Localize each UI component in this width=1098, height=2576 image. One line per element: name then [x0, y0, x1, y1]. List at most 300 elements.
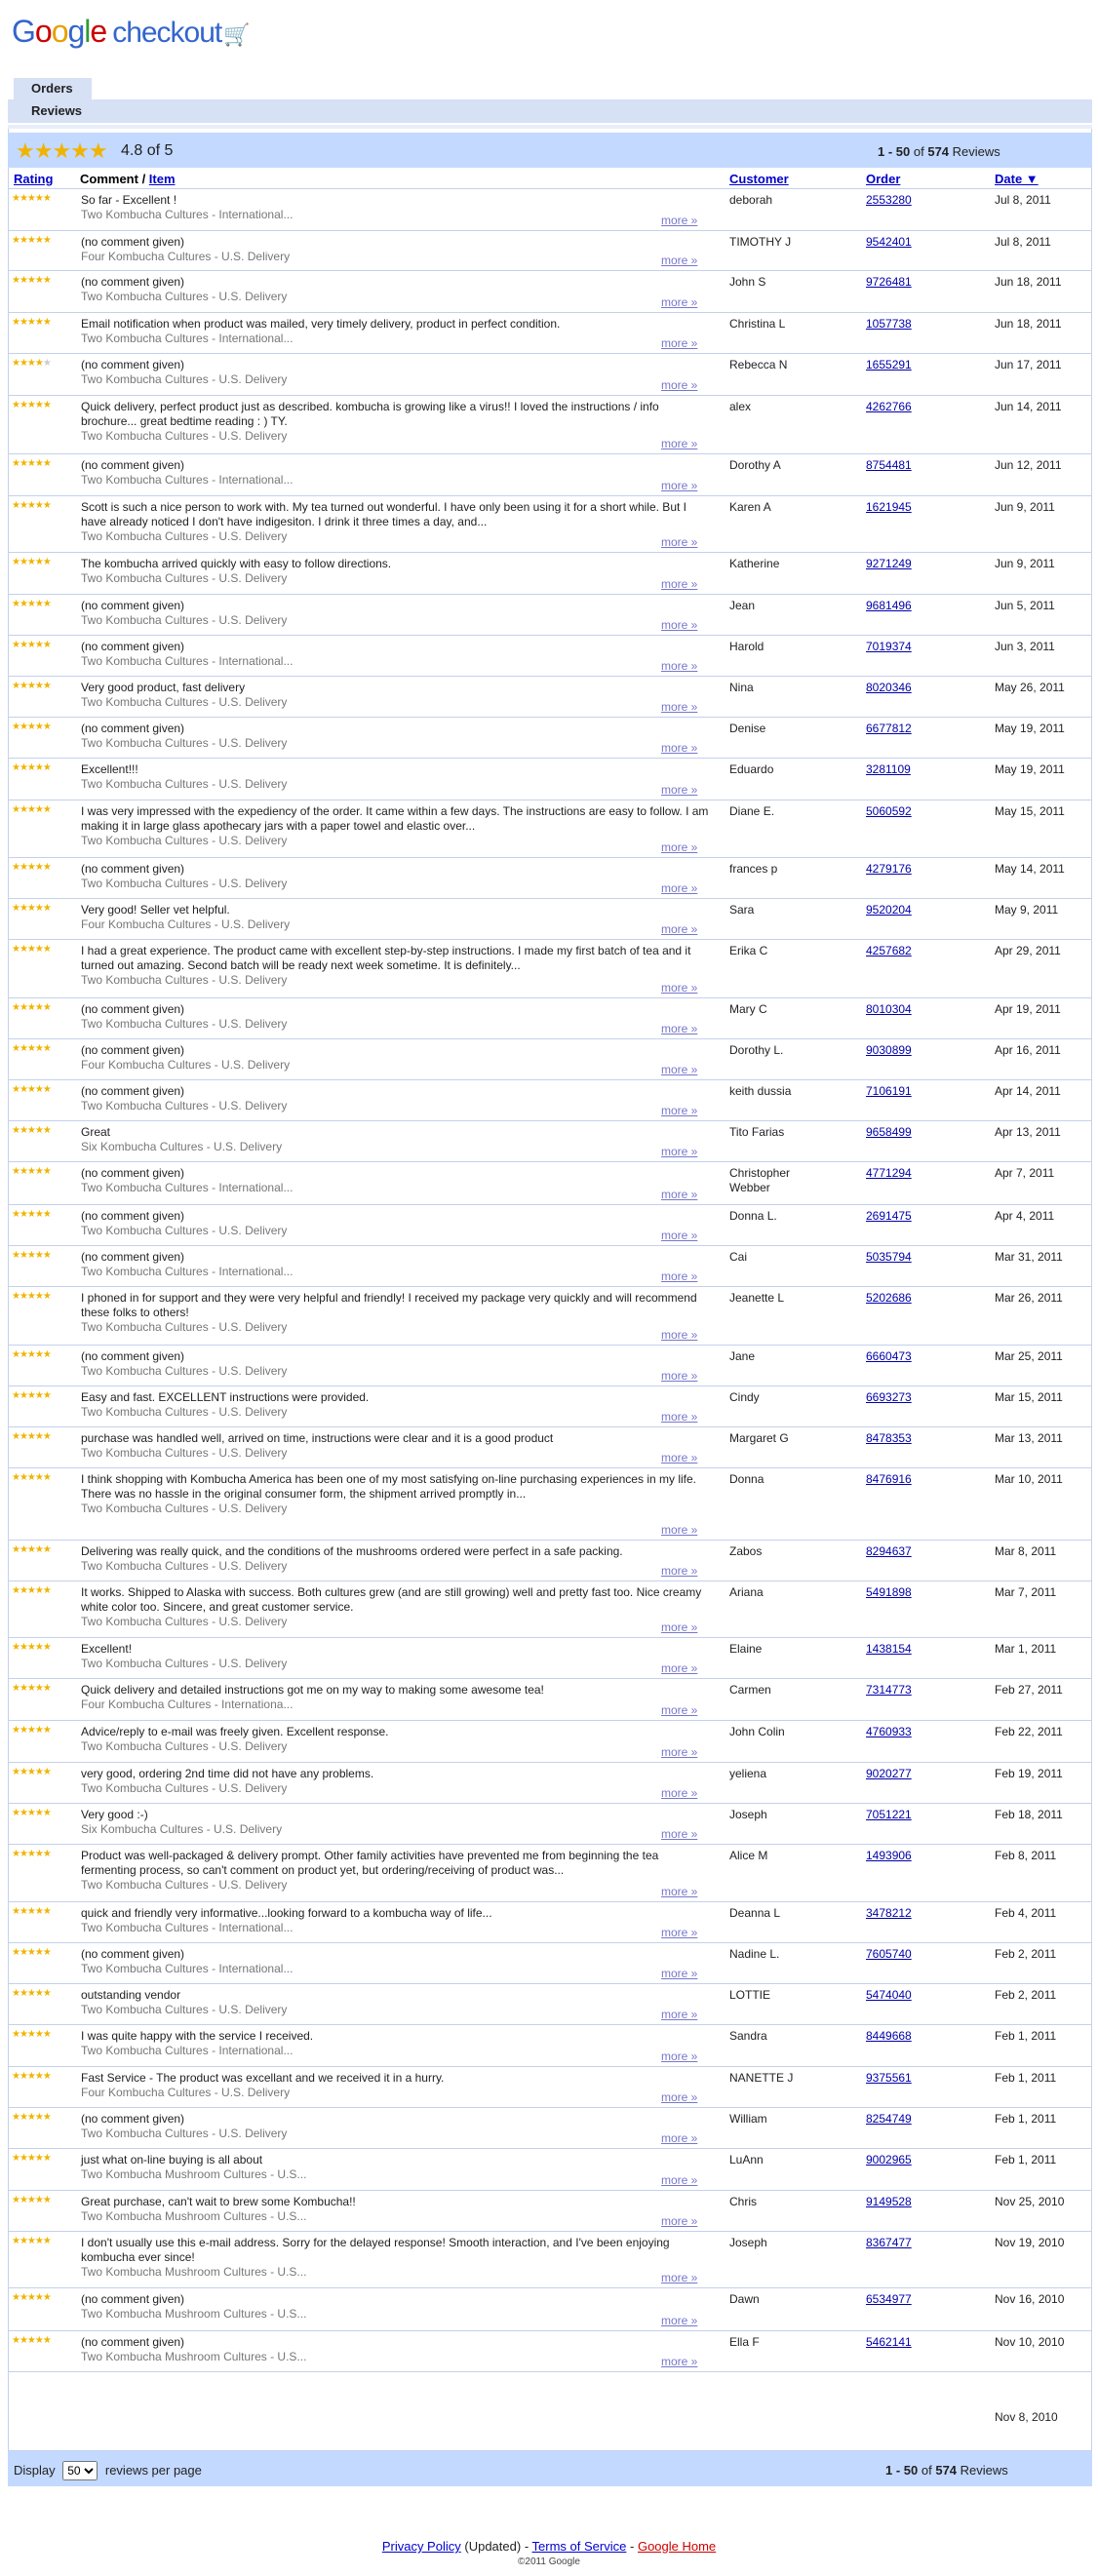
- filled-star-icon: ★★★★★: [12, 1250, 51, 1261]
- row-customer: Cindy: [729, 1390, 760, 1404]
- row-rating-stars: [12, 1002, 51, 1013]
- row-more-link[interactable]: more »: [661, 1564, 698, 1578]
- column-item[interactable]: Item: [148, 172, 176, 186]
- row-order-link[interactable]: 9681496: [866, 599, 912, 612]
- filled-star-icon: ★★★★★: [12, 275, 51, 286]
- row-item: Two Kombucha Cultures - U.S. Delivery: [81, 290, 288, 303]
- row-rating-stars: [12, 1166, 51, 1177]
- row-customer: Jane: [729, 1349, 756, 1363]
- filled-star-icon: ★★★★★: [12, 2029, 51, 2040]
- row-date: Nov 16, 2010: [995, 2292, 1065, 2306]
- row-more-link[interactable]: more »: [661, 2214, 698, 2228]
- row-comment: Great purchase, can't wait to brew some Kombucha!!: [81, 2195, 356, 2208]
- filled-star-icon: ★★★★★: [12, 762, 51, 773]
- row-order-link[interactable]: 8478353: [866, 1431, 912, 1445]
- row-date: Feb 1, 2011: [995, 2153, 1057, 2166]
- row-comment-cell: [81, 358, 715, 387]
- row-order-link[interactable]: 4279176: [866, 862, 912, 876]
- row-date: Mar 25, 2011: [995, 1349, 1063, 1363]
- row-rating-stars: [12, 1291, 51, 1302]
- filled-star-icon: ★★★★★: [12, 681, 51, 691]
- table-row: [8, 396, 1092, 454]
- row-comment-cell: [81, 1166, 715, 1195]
- row-more-link[interactable]: more »: [661, 2090, 698, 2104]
- row-order-link[interactable]: 1438154: [866, 1642, 912, 1656]
- row-rating-stars: [12, 235, 51, 246]
- row-more-link[interactable]: more »: [661, 1661, 698, 1675]
- row-order-link[interactable]: 3281109: [866, 762, 911, 776]
- row-comment-cell: [81, 1084, 715, 1113]
- row-order-link[interactable]: 8254749: [866, 2112, 912, 2126]
- row-item: Two Kombucha Cultures - U.S. Delivery: [81, 1502, 288, 1515]
- row-customer: Harold: [729, 640, 765, 653]
- row-rating-stars: [12, 1349, 51, 1360]
- row-order-link[interactable]: 4771294: [866, 1166, 912, 1180]
- table-row: [8, 1679, 1092, 1721]
- row-order-link[interactable]: 2553280: [866, 193, 912, 207]
- row-rating-stars: [12, 1472, 51, 1483]
- row-order-link[interactable]: 7314773: [866, 1683, 912, 1697]
- row-order-link[interactable]: 7019374: [866, 640, 912, 653]
- average-rating-label: 4.8 of 5: [121, 142, 174, 159]
- row-order-link[interactable]: 4257682: [866, 944, 912, 957]
- row-date: Jun 12, 2011: [995, 458, 1062, 472]
- table-row: [8, 2331, 1092, 2372]
- row-date: Mar 31, 2011: [995, 1250, 1063, 1264]
- row-rating-stars: [12, 1043, 51, 1054]
- row-order-link[interactable]: 9375561: [866, 2071, 912, 2085]
- row-rating-stars: [12, 1683, 51, 1694]
- row-order-link[interactable]: 9726481: [866, 275, 912, 289]
- row-date: Jun 9, 2011: [995, 500, 1055, 514]
- table-row: [8, 1943, 1092, 1984]
- table-row: [8, 2149, 1092, 2191]
- row-customer: Sandra: [729, 2029, 767, 2043]
- row-order-link[interactable]: 8449668: [866, 2029, 912, 2043]
- row-item: Two Kombucha Cultures - International...: [81, 1921, 294, 1934]
- filled-star-icon: ★★★★★: [12, 722, 51, 732]
- row-rating-stars: [12, 1725, 51, 1736]
- row-date: Mar 10, 2011: [995, 1472, 1063, 1486]
- row-more-link[interactable]: more »: [661, 1523, 698, 1537]
- row-order-link[interactable]: 6534977: [866, 2292, 912, 2306]
- row-comment-cell: [81, 1544, 715, 1574]
- row-comment-cell: [81, 500, 715, 544]
- row-more-link[interactable]: more »: [661, 1145, 698, 1158]
- table-row: [8, 454, 1092, 496]
- row-customer: Dorothy A: [729, 458, 781, 472]
- row-order-link[interactable]: 6660473: [866, 1349, 912, 1363]
- row-more-link[interactable]: more »: [661, 437, 698, 450]
- row-customer: Denise: [729, 722, 766, 735]
- row-comment: The kombucha arrived quickly with easy to follow directions.: [81, 557, 392, 570]
- row-more-link[interactable]: more »: [661, 1786, 698, 1800]
- row-rating-stars: [12, 458, 51, 469]
- row-comment: I don't usually use this e-mail address. Sorry for the delayed response! Smooth interaction, and I've been enjoying kombucha ever since!: [81, 2236, 670, 2264]
- row-comment: So far - Excellent !: [81, 193, 177, 207]
- row-customer: deborah: [729, 193, 773, 207]
- column-rating[interactable]: Rating: [14, 172, 54, 186]
- row-more-link[interactable]: more »: [661, 618, 698, 632]
- table-row: [8, 759, 1092, 800]
- row-more-link[interactable]: more »: [661, 1410, 698, 1424]
- row-more-link[interactable]: more »: [661, 2355, 698, 2368]
- row-customer: Jean: [729, 599, 756, 612]
- reviews-footer-bar: [8, 2451, 1092, 2486]
- row-item: Two Kombucha Cultures - U.S. Delivery: [81, 1017, 288, 1031]
- row-order-link[interactable]: 9658499: [866, 1125, 912, 1139]
- row-more-link[interactable]: more »: [661, 922, 698, 936]
- row-item: Two Kombucha Cultures - U.S. Delivery: [81, 529, 288, 543]
- row-customer: frances p: [729, 862, 778, 876]
- row-item: Two Kombucha Cultures - International...: [81, 473, 294, 487]
- row-comment-cell: [81, 862, 715, 891]
- row-order-link[interactable]: 9520204: [866, 903, 912, 917]
- row-order-link[interactable]: 8476916: [866, 1472, 912, 1486]
- row-more-link[interactable]: more »: [661, 1063, 698, 1076]
- row-customer: Jeanette L: [729, 1291, 785, 1305]
- row-more-link[interactable]: more »: [661, 1451, 698, 1464]
- row-order-link[interactable]: 9020277: [866, 1767, 912, 1780]
- row-customer: TIMOTHY J: [729, 235, 792, 249]
- filled-star-icon: ★★★★★: [12, 2292, 51, 2303]
- row-comment: (no comment given): [81, 1166, 185, 1180]
- row-item: Two Kombucha Cultures - U.S. Delivery: [81, 1099, 288, 1112]
- row-comment-cell: [81, 1250, 715, 1279]
- row-more-link[interactable]: more »: [661, 783, 698, 797]
- row-order-link[interactable]: 9271249: [866, 557, 912, 570]
- row-comment-cell: [81, 903, 715, 932]
- row-comment-cell: [81, 640, 715, 669]
- row-order-link[interactable]: 2691475: [866, 1209, 912, 1223]
- row-item: Two Kombucha Mushroom Cultures - U.S...: [81, 2167, 307, 2181]
- row-item: Two Kombucha Cultures - U.S. Delivery: [81, 1781, 288, 1795]
- row-comment: Advice/reply to e-mail was freely given. Excellent response.: [81, 1725, 389, 1738]
- column-customer[interactable]: Customer: [729, 172, 789, 186]
- average-rating-stars: ★★★★★: [16, 138, 107, 163]
- row-customer: Eduardo: [729, 762, 774, 776]
- filled-star-icon: ★★★★★: [12, 2071, 51, 2082]
- row-order-link[interactable]: 6693273: [866, 1390, 912, 1404]
- row-more-link[interactable]: more »: [661, 336, 698, 350]
- row-item: Six Kombucha Cultures - U.S. Delivery: [81, 1822, 283, 1836]
- filled-star-icon: ★★★★★: [12, 1209, 51, 1220]
- filled-star-icon: ★★★★★: [12, 557, 51, 567]
- filled-star-icon: ★★★★★: [12, 640, 51, 650]
- row-more-link[interactable]: more »: [661, 2049, 698, 2063]
- row-rating-stars: [12, 1767, 51, 1777]
- table-row: [8, 1721, 1092, 1763]
- row-date: Jun 18, 2011: [995, 275, 1062, 289]
- row-order-link[interactable]: 8367477: [866, 2236, 912, 2249]
- row-more-link[interactable]: more »: [661, 840, 698, 854]
- row-order-link[interactable]: 8754481: [866, 458, 912, 472]
- row-order-link[interactable]: 3478212: [866, 1906, 912, 1920]
- row-comment-cell: [81, 1291, 715, 1335]
- filled-star-icon: ★★★★★: [12, 1725, 51, 1736]
- table-row: [8, 2232, 1092, 2288]
- row-rating-stars: [12, 1947, 51, 1958]
- row-more-link[interactable]: more »: [661, 1926, 698, 1939]
- row-rating-stars: [12, 2292, 51, 2303]
- row-comment-cell: [81, 458, 715, 488]
- row-item: Two Kombucha Cultures - U.S. Delivery: [81, 777, 288, 791]
- row-comment-cell: [81, 1043, 715, 1073]
- row-more-link[interactable]: more »: [661, 214, 698, 227]
- row-order-link[interactable]: 5462141: [866, 2335, 912, 2349]
- row-more-link[interactable]: more »: [661, 1188, 698, 1201]
- row-rating-stars: [12, 2195, 51, 2205]
- filled-star-icon: ★★★★★: [12, 235, 51, 246]
- row-more-link[interactable]: more »: [661, 2271, 698, 2284]
- terms-of-service-link[interactable]: Terms of Service: [531, 2539, 627, 2554]
- copyright: ©2011 Google: [518, 2556, 580, 2567]
- row-more-link[interactable]: more »: [661, 881, 698, 895]
- table-row: [8, 2191, 1092, 2232]
- table-row: [8, 636, 1092, 677]
- row-more-link[interactable]: more »: [661, 1328, 698, 1342]
- row-comment-cell: [81, 1906, 715, 1935]
- filled-star-icon: ★★★★★: [12, 1988, 51, 1999]
- row-rating-stars: [12, 1084, 51, 1095]
- row-comment-cell: [81, 1002, 715, 1032]
- row-comment: Quick delivery and detailed instructions got me on my way to making some awesome tea!: [81, 1683, 544, 1697]
- row-order-link[interactable]: 1493906: [866, 1849, 912, 1862]
- row-order-link[interactable]: 7605740: [866, 1947, 912, 1961]
- row-customer: Joseph: [729, 2236, 767, 2249]
- table-row: [8, 1902, 1092, 1943]
- filled-star-icon: ★★★★★: [12, 1431, 51, 1442]
- row-comment-cell: [81, 2195, 715, 2224]
- tab-orders[interactable]: Orders: [14, 78, 92, 99]
- row-customer: Erika C: [729, 944, 768, 957]
- row-date: Jun 3, 2011: [995, 640, 1055, 653]
- row-more-link[interactable]: more »: [661, 535, 698, 549]
- row-comment-cell: [81, 317, 715, 346]
- row-more-link[interactable]: more »: [661, 1104, 698, 1117]
- row-customer: Margaret G: [729, 1431, 789, 1445]
- row-comment-cell: [81, 681, 715, 710]
- row-comment-cell: [81, 2071, 715, 2100]
- filled-star-icon: ★★★★★: [12, 2153, 51, 2164]
- row-comment: purchase was handled well, arrived on time, instructions were clear and it is a good product: [81, 1431, 554, 1445]
- row-item: Two Kombucha Cultures - U.S. Delivery: [81, 2127, 288, 2140]
- row-comment: (no comment given): [81, 722, 185, 735]
- row-more-link[interactable]: more »: [661, 741, 698, 755]
- row-item: Two Kombucha Cultures - U.S. Delivery: [81, 1364, 288, 1378]
- tab-reviews[interactable]: Reviews: [31, 103, 83, 118]
- row-comment-cell: [81, 762, 715, 792]
- column-date[interactable]: Date ▼: [995, 172, 1039, 186]
- row-more-link[interactable]: more »: [661, 700, 698, 714]
- row-comment: (no comment given): [81, 1250, 185, 1264]
- row-customer: Nadine L.: [729, 1947, 780, 1961]
- row-customer: John Colin: [729, 1725, 785, 1738]
- row-order-link[interactable]: 6677812: [866, 722, 912, 735]
- row-more-link[interactable]: more »: [661, 981, 698, 995]
- row-comment-cell: [81, 2236, 715, 2280]
- row-comment: (no comment given): [81, 235, 185, 249]
- row-order-link[interactable]: 8020346: [866, 681, 912, 694]
- table-row: [8, 858, 1092, 899]
- row-comment-cell: [81, 400, 715, 444]
- row-customer: Karen A: [729, 500, 771, 514]
- row-item: Two Kombucha Cultures - U.S. Delivery: [81, 1224, 288, 1237]
- table-row: [8, 553, 1092, 595]
- google-checkout-logo[interactable]: Google checkout🛒: [12, 14, 250, 49]
- row-comment-cell: [81, 2153, 715, 2182]
- row-item: Two Kombucha Cultures - U.S. Delivery: [81, 736, 288, 750]
- row-order-link[interactable]: 1057738: [866, 317, 912, 331]
- table-row: [8, 1427, 1092, 1468]
- row-item: Two Kombucha Mushroom Cultures - U.S...: [81, 2350, 307, 2363]
- row-more-link[interactable]: more »: [661, 577, 698, 591]
- row-order-link[interactable]: 5474040: [866, 1988, 912, 2002]
- row-date: Jun 17, 2011: [995, 358, 1062, 371]
- row-date: Jul 8, 2011: [995, 193, 1051, 207]
- filled-star-icon: ★★★★★: [12, 400, 51, 410]
- row-more-link[interactable]: more »: [661, 1269, 698, 1283]
- row-rating-stars: [12, 1250, 51, 1261]
- row-customer: Christina L: [729, 317, 786, 331]
- row-item: Two Kombucha Cultures - U.S. Delivery: [81, 1878, 288, 1892]
- row-more-link[interactable]: more »: [661, 2008, 698, 2021]
- row-customer: Christopher Webber: [729, 1166, 791, 1194]
- row-more-link[interactable]: more »: [661, 2173, 698, 2187]
- row-rating-stars: [12, 1544, 51, 1555]
- row-comment: I was quite happy with the service I received.: [81, 2029, 314, 2043]
- row-more-link[interactable]: more »: [661, 254, 698, 267]
- row-more-link[interactable]: more »: [661, 378, 698, 392]
- row-rating-stars: [12, 2071, 51, 2082]
- row-more-link[interactable]: more »: [661, 1827, 698, 1841]
- row-order-link[interactable]: 7051221: [866, 1808, 912, 1821]
- row-more-link[interactable]: more »: [661, 2314, 698, 2327]
- row-date: Feb 27, 2011: [995, 1683, 1063, 1697]
- row-customer: John S: [729, 275, 766, 289]
- row-order-link[interactable]: 5491898: [866, 1585, 912, 1599]
- row-item: Two Kombucha Cultures - International...: [81, 208, 294, 221]
- row-order-link[interactable]: 1655291: [866, 358, 912, 371]
- row-item: Two Kombucha Cultures - U.S. Delivery: [81, 1320, 288, 1334]
- row-more-link[interactable]: more »: [661, 1369, 698, 1383]
- row-comment: (no comment given): [81, 358, 185, 371]
- row-rating-stars: [12, 2153, 51, 2164]
- row-order-link[interactable]: 1621945: [866, 500, 912, 514]
- column-order[interactable]: Order: [866, 172, 901, 186]
- row-comment: (no comment given): [81, 1209, 185, 1223]
- row-order-link[interactable]: 8294637: [866, 1544, 912, 1558]
- row-more-link[interactable]: more »: [661, 1620, 698, 1634]
- filled-star-icon: ★★★★★: [12, 1166, 51, 1177]
- row-more-link[interactable]: more »: [661, 295, 698, 309]
- row-date: Feb 19, 2011: [995, 1767, 1063, 1780]
- row-customer: Zabos: [729, 1544, 763, 1558]
- row-item: Two Kombucha Cultures - U.S. Delivery: [81, 613, 288, 627]
- row-rating-stars: [12, 1808, 51, 1818]
- link-separator: -: [524, 2539, 529, 2554]
- filled-star-icon: ★★★★★: [12, 2195, 51, 2205]
- google-home-link[interactable]: Google Home: [637, 2539, 717, 2554]
- row-comment-cell: [81, 193, 715, 222]
- row-order-link[interactable]: 4262766: [866, 400, 912, 413]
- row-comment-cell: [81, 1849, 715, 1893]
- row-date: Feb 22, 2011: [995, 1725, 1063, 1738]
- filled-star-icon: ★★★★★: [12, 1291, 51, 1302]
- row-date: Jul 8, 2011: [995, 235, 1051, 249]
- per-page-select[interactable]: [62, 2461, 98, 2480]
- row-item: Two Kombucha Cultures - International...: [81, 654, 294, 668]
- row-comment-cell: [81, 1683, 715, 1712]
- row-rating-stars: [12, 193, 51, 204]
- row-rating-stars: [12, 317, 51, 328]
- row-rating-stars: [12, 2029, 51, 2040]
- row-order-link[interactable]: 5060592: [866, 804, 912, 818]
- row-more-link[interactable]: more »: [661, 1022, 698, 1035]
- row-rating-stars: [12, 1906, 51, 1917]
- row-rating-stars: [12, 557, 51, 567]
- row-order-link[interactable]: 9542401: [866, 235, 912, 249]
- row-item: Two Kombucha Cultures - International...: [81, 1181, 294, 1194]
- row-date: Nov 10, 2010: [995, 2335, 1065, 2349]
- table-row: [8, 271, 1092, 313]
- row-date: Apr 19, 2011: [995, 1002, 1061, 1016]
- row-order-link[interactable]: 4760933: [866, 1725, 912, 1738]
- row-date: Mar 13, 2011: [995, 1431, 1063, 1445]
- row-order-link[interactable]: 9030899: [866, 1043, 912, 1057]
- row-comment-cell: [81, 2029, 715, 2058]
- row-rating-stars: [12, 275, 51, 286]
- row-comment: Delivering was really quick, and the conditions of the mushrooms ordered were perfect in a safe packing.: [81, 1544, 623, 1558]
- privacy-policy-link[interactable]: Privacy Policy: [381, 2539, 461, 2554]
- pagination-summary-top: 1 - 50 of 574 Reviews: [878, 144, 1000, 159]
- row-more-link[interactable]: more »: [661, 1885, 698, 1898]
- row-item: Four Kombucha Cultures - U.S. Delivery: [81, 250, 291, 263]
- table-row: [8, 998, 1092, 1039]
- table-row: [8, 496, 1092, 553]
- row-order-link[interactable]: 7106191: [866, 1084, 912, 1098]
- row-customer: Ella F: [729, 2335, 760, 2349]
- row-more-link[interactable]: more »: [661, 1703, 698, 1717]
- row-more-link[interactable]: more »: [661, 1967, 698, 1980]
- row-rating-stars: [12, 1125, 51, 1136]
- row-more-link[interactable]: more »: [661, 2131, 698, 2145]
- row-date: Apr 16, 2011: [995, 1043, 1061, 1057]
- row-more-link[interactable]: more »: [661, 659, 698, 673]
- row-date: Mar 1, 2011: [995, 1642, 1057, 1656]
- row-more-link[interactable]: more »: [661, 479, 698, 492]
- row-comment-cell: [81, 1585, 715, 1629]
- row-more-link[interactable]: more »: [661, 1229, 698, 1242]
- row-item: Two Kombucha Cultures - U.S. Delivery: [81, 1405, 288, 1419]
- row-customer: Chris: [729, 2195, 758, 2208]
- row-order-link[interactable]: 5202686: [866, 1291, 912, 1305]
- row-order-link[interactable]: 5035794: [866, 1250, 912, 1264]
- row-more-link[interactable]: more »: [661, 1745, 698, 1759]
- row-order-link[interactable]: 8010304: [866, 1002, 912, 1016]
- row-order-link[interactable]: 9149528: [866, 2195, 912, 2208]
- row-rating-stars: [12, 400, 51, 410]
- row-customer: Elaine: [729, 1642, 763, 1656]
- table-row: [8, 1205, 1092, 1246]
- row-order-link[interactable]: 9002965: [866, 2153, 912, 2166]
- filled-star-icon: ★★★★★: [12, 2335, 51, 2346]
- filled-star-icon: ★★★★★: [12, 317, 51, 328]
- row-item: Two Kombucha Mushroom Cultures - U.S...: [81, 2209, 307, 2223]
- table-row: [8, 1541, 1092, 1581]
- filled-star-icon: ★★★★★: [12, 500, 51, 511]
- row-rating-stars: [12, 640, 51, 650]
